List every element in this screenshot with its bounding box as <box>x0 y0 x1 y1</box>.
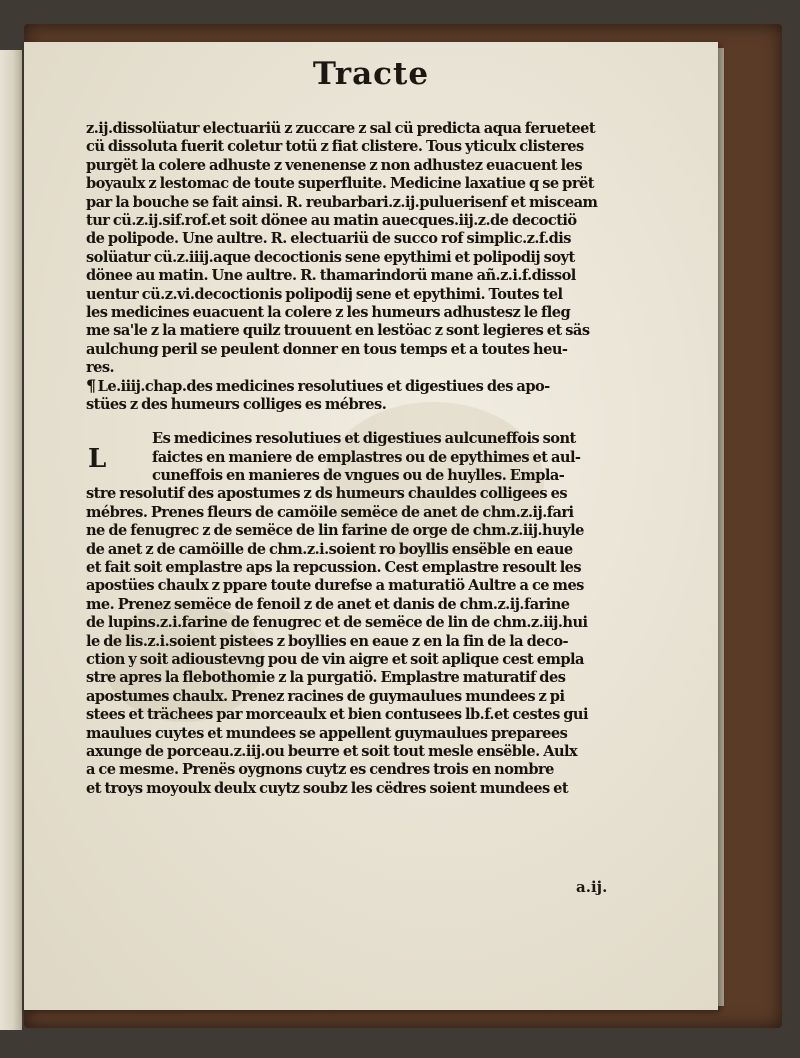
text-line: me sa'le z la matiere quilz trouuent en lestöac z sont legieres et säs <box>86 322 590 340</box>
pilcrow-icon: ¶ <box>86 377 96 396</box>
text-line: mébres. Prenes fleurs de camöile semëce de anet de chm.z.ij.fari <box>86 503 574 521</box>
paragraph-1 <box>86 120 646 377</box>
text-line: dönee au matin. Une aultre. R. thamarindorü mane añ.z.i.f.dissol <box>86 267 576 285</box>
text-block <box>86 120 646 798</box>
spacer <box>86 414 646 430</box>
text-line: et fait soit emplastre aps la repcussion. Cest emplastre resoult les <box>86 558 582 576</box>
chapter-heading-continued: stües z des humeurs colliges es mébres. <box>86 395 387 413</box>
paragraph-2-indented <box>86 430 646 485</box>
text-line: maulues cuytes et mundees se appellent guymaulues preparees <box>86 724 568 742</box>
text-line: et troys moyoulx deulx cuytz soubz les cëdres soient mundees et <box>86 779 569 797</box>
text-line: axunge de porceau.z.iij.ou beurre et soit tout mesle ensëble. Aulx <box>86 742 578 760</box>
text-line: apostumes chaulx. Prenez racines de guymaulues mundees z pi <box>86 687 565 705</box>
chapter-heading-text: Le.iiij.chap.des medicines resolutiues et digestiues des apo- <box>97 378 550 396</box>
text-line: aulchung peril se peulent donner en tous temps et a toutes heu- <box>86 340 568 358</box>
text-line: Es medicines resolutiues et digestiues aulcuneffois sont <box>152 430 576 448</box>
text-line: ction y soit adioustevng pou de vin aigre et soit aplique cest empla <box>86 650 584 668</box>
text-line: tur cü.z.ij.sif.rof.et soit dönee au matin auecques.iij.z.de decoctiö <box>86 211 577 229</box>
text-line: stre resolutif des apostumes z ds humeurs chauldes colligees es <box>86 485 567 503</box>
text-line: cuneffois en manieres de vngues ou de huylles. Empla- <box>152 467 565 485</box>
text-line: stre apres la flebothomie z la purgatiö. Emplastre maturatif des <box>86 669 566 687</box>
text-line: le de lis.z.i.soient pistees z boyllies en eaue z en la fin de la deco- <box>86 632 569 650</box>
text-line: de lupins.z.i.farine de fenugrec et de semëce de lin de chm.z.iij.hui <box>86 614 588 632</box>
text-line: purgët la colere adhuste z venenense z non adhustez euacuent les <box>86 156 583 174</box>
drop-initial: L <box>88 444 106 475</box>
text-line: a ce mesme. Prenës oygnons cuytz es cendres trois en nombre <box>86 761 554 779</box>
text-line: apostües chaulx z ppare toute durefse a maturatiö Aultre a ce mes <box>86 577 584 595</box>
text-line: boyaulx z lestomac de toute superfluite. Medicine laxatiue q se prët <box>86 175 594 193</box>
paragraph-2 <box>86 485 646 798</box>
text-line: de polipode. Une aultre. R. electuariü de succo rof simplic.z.f.dis <box>86 230 571 248</box>
paragraph-2-opening <box>86 430 646 485</box>
text-line: uentur cü.z.vi.decoctionis polipodij sene et epythimi. Toutes tel <box>86 285 563 303</box>
text-line: me. Prenez semëce de fenoil z de anet et danis de chm.z.ij.farine <box>86 595 570 613</box>
text-line: stees et trächees par morceaulx et bien contusees lb.f.et cestes gui <box>86 706 588 724</box>
text-line: ne de fenugrec z de semëce de lin farine de orge de chm.z.iij.huyle <box>86 522 584 540</box>
text-line: les medicines euacuent la colere z les humeurs adhustesz le fleg <box>86 303 571 321</box>
text-line: res. <box>86 359 115 377</box>
running-head: Tracte <box>312 56 430 92</box>
book-page <box>24 42 718 1010</box>
chapter-heading <box>86 377 646 395</box>
text-line: cü dissoluta fuerit coletur totü z fiat clistere. Tous yticulx clisteres <box>86 138 584 156</box>
text-line: de anet z de camöille de chm.z.i.soient ro boyllis ensëble en eaue <box>86 540 573 558</box>
facing-page-edge <box>0 50 22 1030</box>
text-line: z.ij.dissolüatur electuariü z zuccare z sal cü predicta aqua ferueteet <box>86 120 596 137</box>
text-line: faictes en maniere de emplastres ou de epythimes et aul- <box>152 448 581 466</box>
text-line: solüatur cü.z.iiij.aque decoctionis sene epythimi et polipodij soyt <box>86 248 575 266</box>
signature-mark: a.ij. <box>576 878 608 896</box>
text-line: par la bouche se fait ainsi. R. reubarbari.z.ij.puluerisenf et misceam <box>86 193 598 211</box>
